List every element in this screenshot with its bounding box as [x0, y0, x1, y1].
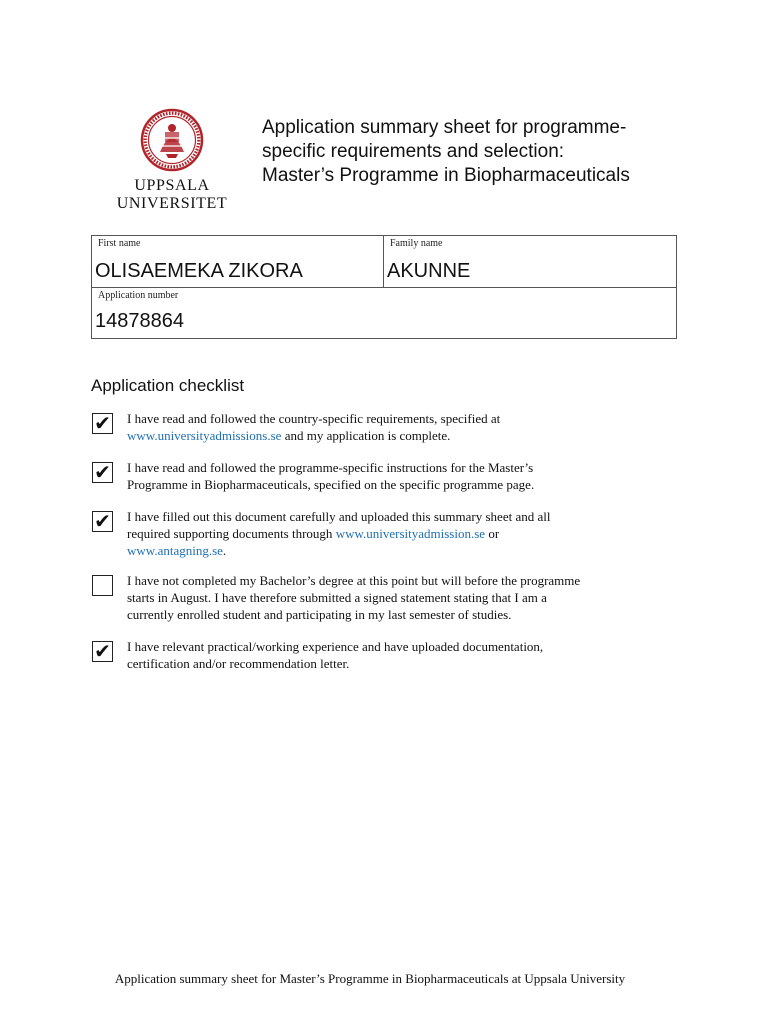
title-line-3: Master’s Programme in Biopharmaceuticals — [262, 165, 630, 186]
family-name-value: AKUNNE — [387, 260, 471, 282]
universityadmissions-link[interactable]: www.universityadmissions.se — [127, 428, 282, 443]
page-footer: Application summary sheet for Master’s Programme in Biopharmaceuticals at Uppsala University — [114, 971, 626, 986]
antagning-link[interactable]: www.antagning.se — [127, 543, 223, 558]
checkbox-checked[interactable]: ✔ — [92, 511, 113, 532]
checklist-item-text — [127, 508, 687, 559]
checkbox-unchecked[interactable] — [92, 575, 113, 596]
item-line: I have read and followed the country-specific requirements, specified at — [127, 411, 501, 426]
applicant-info-table — [91, 235, 677, 339]
item-line — [127, 427, 687, 444]
first-name-field[interactable] — [92, 236, 384, 288]
checkbox-checked[interactable]: ✔ — [92, 413, 113, 434]
item-line-post: . — [222, 543, 227, 558]
item-line — [127, 525, 687, 542]
item-line: starts in August. I have therefore submitted a signed statement stating that I am a — [127, 590, 547, 605]
item-line: certification and/or recommendation letter. — [127, 656, 350, 671]
checklist-item-text — [127, 459, 687, 493]
family-name-label: Family name — [390, 238, 443, 249]
application-number-field[interactable] — [92, 288, 676, 338]
checkbox-checked[interactable]: ✔ — [92, 462, 113, 483]
checklist-item-text — [127, 638, 687, 672]
universityadmission-link[interactable]: www.universityadmission.se — [335, 526, 486, 541]
checklist-heading: Application checklist — [91, 376, 245, 395]
item-line: Programme in Biopharmaceuticals, specified on the specific programme page. — [127, 477, 535, 492]
checklist-item-text — [127, 410, 687, 444]
item-line-post: or — [485, 526, 500, 541]
university-seal-icon — [140, 108, 204, 172]
application-number-label: Application number — [98, 290, 179, 301]
title-line-2: specific requirements and selection: — [262, 141, 565, 162]
document-title — [262, 116, 732, 188]
item-line: currently enrolled student and participating in my last semester of studies. — [127, 607, 512, 622]
university-name-line-1: UPPSALA — [134, 177, 210, 194]
item-line: I have filled out this document carefully and uploaded this summary sheet and all — [127, 509, 551, 524]
item-line: I have read and followed the programme-specific instructions for the Master’s — [127, 460, 534, 475]
item-line-rest: and my application is complete. — [281, 428, 451, 443]
university-name — [112, 177, 232, 213]
application-number-value: 14878864 — [95, 310, 184, 332]
item-line-pre: required supporting documents through — [127, 526, 336, 541]
first-name-value: OLISAEMEKA ZIKORA — [95, 260, 303, 282]
title-line-1: Application summary sheet for programme- — [262, 117, 627, 138]
university-logo — [112, 108, 232, 213]
checklist-item-text — [127, 572, 687, 623]
checkbox-checked[interactable]: ✔ — [92, 641, 113, 662]
university-name-line-2: UNIVERSITET — [116, 195, 228, 212]
item-line: I have relevant practical/working experience and have uploaded documentation, — [127, 639, 544, 654]
item-line: I have not completed my Bachelor’s degree at this point but will before the programme — [127, 573, 581, 588]
family-name-field[interactable] — [384, 236, 676, 288]
first-name-label: First name — [98, 238, 141, 249]
item-line — [127, 542, 687, 559]
